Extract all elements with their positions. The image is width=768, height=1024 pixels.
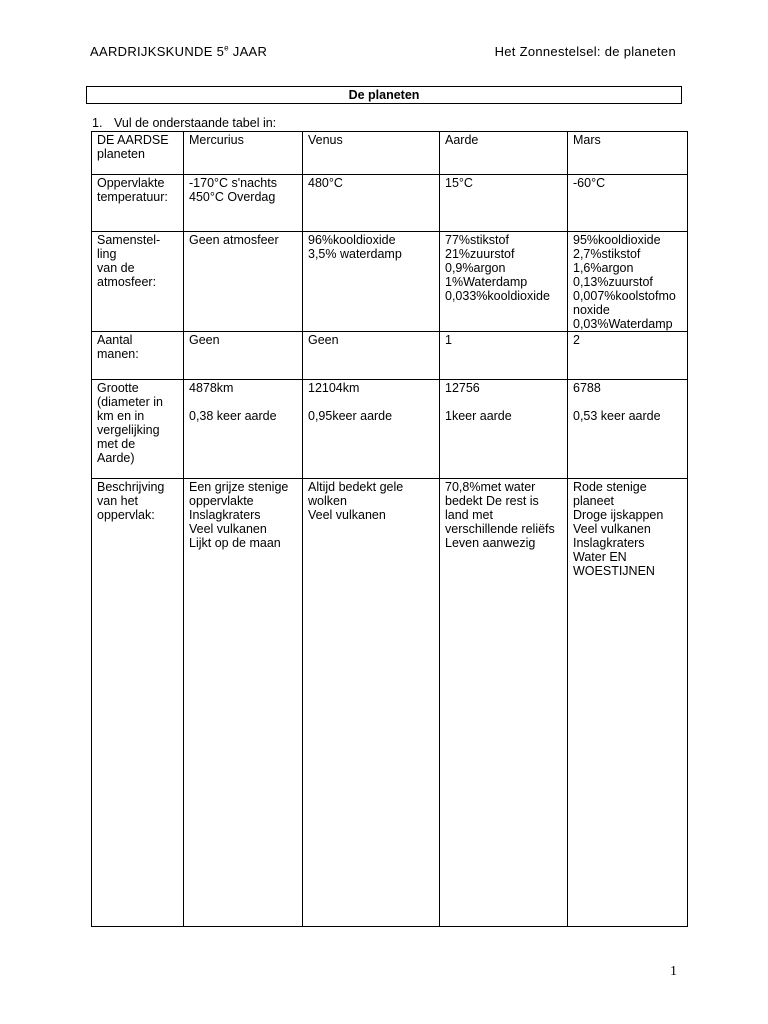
planets-table <box>91 131 688 927</box>
table-row-atmosfeer <box>92 232 688 332</box>
table-row-temperatuur <box>92 175 688 232</box>
table-cell: 96%kooldioxide 3,5% waterdamp <box>303 232 440 332</box>
page-number: 1 <box>670 964 677 979</box>
table-cell: -170°C s'nachts 450°C Overdag <box>184 175 303 232</box>
column-header-planeten: DE AARDSE planeten <box>92 132 184 175</box>
header-course-title <box>90 44 267 59</box>
header-chapter-title: Het Zonnestelsel: de planeten <box>494 44 676 59</box>
table-header-row <box>92 132 688 175</box>
table-cell: 95%kooldioxide 2,7%stikstof 1,6%argon 0,13%zuurstof 0,007%koolstofmo noxide 0,03%Waterdamp <box>568 232 688 332</box>
table-row-manen <box>92 332 688 380</box>
table-cell: 12104km 0,95keer aarde <box>303 380 440 479</box>
section-title: De planeten <box>86 86 682 104</box>
table-cell: Geen <box>184 332 303 380</box>
table-cell: 15°C <box>440 175 568 232</box>
instruction-number: 1. <box>92 116 103 130</box>
table-cell: Altijd bedekt gele wolken Veel vulkanen <box>303 479 440 927</box>
column-header-aarde: Aarde <box>440 132 568 175</box>
table-cell: 2 <box>568 332 688 380</box>
instruction <box>92 116 276 130</box>
table-row-grootte <box>92 380 688 479</box>
row-label: Samenstel- ling van de atmosfeer: <box>92 232 184 332</box>
row-label: Aantal manen: <box>92 332 184 380</box>
table-cell: 480°C <box>303 175 440 232</box>
header-course-suffix: JAAR <box>228 44 268 59</box>
instruction-text: Vul de onderstaande tabel in: <box>114 116 277 130</box>
header-year-superscript: e <box>224 43 229 53</box>
table-cell: 4878km 0,38 keer aarde <box>184 380 303 479</box>
table-cell: -60°C <box>568 175 688 232</box>
table-cell: Rode stenige planeet Droge ijskappen Veel vulkanen Inslagkraters Water EN WOESTIJNEN <box>568 479 688 927</box>
table-cell: 70,8%met water bedekt De rest is land met verschillende reliëfs Leven aanwezig <box>440 479 568 927</box>
column-header-mercurius: Mercurius <box>184 132 303 175</box>
row-label: Beschrijving van het oppervlak: <box>92 479 184 927</box>
table-row-oppervlak <box>92 479 688 927</box>
table-cell: Geen atmosfeer <box>184 232 303 332</box>
row-label: Grootte (diameter in km en in vergelijking met de Aarde) <box>92 380 184 479</box>
table-cell: 77%stikstof 21%zuurstof 0,9%argon 1%Waterdamp 0,033%kooldioxide <box>440 232 568 332</box>
table-cell: 1 <box>440 332 568 380</box>
table-cell: 6788 0,53 keer aarde <box>568 380 688 479</box>
column-header-mars: Mars <box>568 132 688 175</box>
row-label: Oppervlakte temperatuur: <box>92 175 184 232</box>
table-cell: 12756 1keer aarde <box>440 380 568 479</box>
header-course-name: AARDRIJKSKUNDE 5 <box>90 44 225 59</box>
column-header-venus: Venus <box>303 132 440 175</box>
table-cell: Een grijze stenige oppervlakte Inslagkraters Veel vulkanen Lijkt op de maan <box>184 479 303 927</box>
table-cell: Geen <box>303 332 440 380</box>
